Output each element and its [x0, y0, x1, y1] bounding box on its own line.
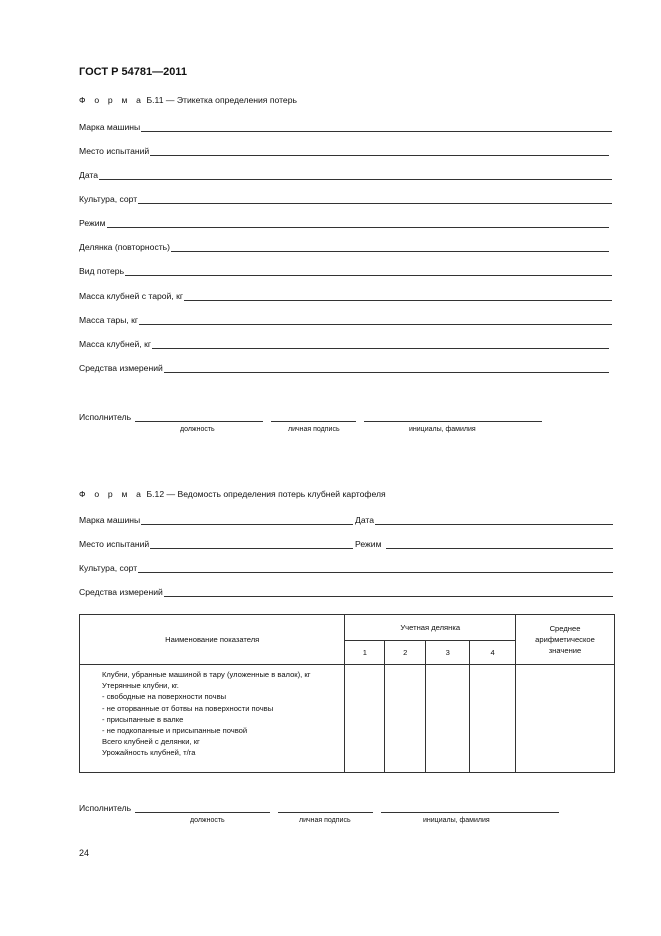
field-test-place-b12[interactable]	[79, 537, 353, 549]
field-label: Масса клубней, кг	[79, 339, 151, 349]
caption-name: инициалы, фамилия	[409, 426, 476, 433]
field-tuber-mass[interactable]	[79, 337, 609, 349]
executor-row-b11	[79, 410, 542, 422]
field-date-b12[interactable]	[355, 513, 613, 525]
field-machine-brand-b12[interactable]	[79, 513, 353, 525]
executor-label: Исполнитель	[79, 803, 132, 813]
field-measuring-means[interactable]	[79, 361, 609, 373]
fill-line[interactable]	[138, 194, 612, 204]
field-label: Средства измерений	[79, 363, 163, 373]
form-b12-title-text: Б.12 — Ведомость определения потерь клубней картофеля	[144, 489, 386, 499]
fill-line[interactable]	[141, 122, 612, 132]
field-label: Делянка (повторность)	[79, 242, 171, 252]
fill-line[interactable]	[164, 587, 613, 597]
col-header-plot: Учетная делянка	[345, 615, 516, 641]
fill-line[interactable]	[138, 563, 613, 573]
field-mode-b12[interactable]	[355, 537, 613, 549]
indicators-list	[80, 665, 345, 773]
fill-line[interactable]	[141, 515, 353, 525]
fill-line[interactable]	[386, 539, 614, 549]
plot-number: 1	[345, 641, 385, 665]
col-header-average: Среднее арифметическое значение	[516, 615, 615, 665]
row-label: - свободные на поверхности почвы	[102, 692, 227, 702]
fill-line[interactable]	[107, 218, 610, 228]
field-label: Средства измерений	[79, 587, 163, 597]
form-b12-title	[79, 489, 386, 499]
fill-line[interactable]	[139, 315, 612, 325]
fill-line[interactable]	[150, 539, 353, 549]
form-b12-prefix: Ф о р м а	[79, 489, 145, 499]
field-label: Масса клубней с тарой, кг	[79, 291, 184, 301]
executor-row-b12	[79, 801, 559, 813]
field-label: Масса тары, кг	[79, 315, 139, 325]
field-label: Вид потерь	[79, 266, 125, 276]
name-line[interactable]	[381, 803, 559, 813]
position-line[interactable]	[135, 412, 263, 422]
caption-signature: личная подпись	[299, 817, 351, 824]
field-label: Культура, сорт	[79, 563, 138, 573]
signature-line[interactable]	[271, 412, 356, 422]
form-b11-title-text: Б.11 — Этикетка определения потерь	[144, 95, 297, 105]
field-label: Культура, сорт	[79, 194, 138, 204]
fill-line[interactable]	[171, 242, 609, 252]
row-label: Клубни, убранные машиной в тару (уложенные в валок), кг	[102, 670, 311, 679]
caption-position: должность	[180, 426, 215, 433]
col-header-indicator: Наименование показателя	[80, 615, 345, 665]
value-cell[interactable]	[426, 665, 470, 773]
field-mass-with-tare[interactable]	[79, 289, 612, 301]
field-mode[interactable]	[79, 216, 609, 228]
row-label: - присыпанные в валке	[102, 714, 184, 724]
row-label: - не оторванные от ботвы на поверхности почвы	[102, 703, 274, 713]
field-plot-repeat[interactable]	[79, 240, 609, 252]
page-number: 24	[79, 848, 90, 858]
field-test-place[interactable]	[79, 144, 609, 156]
field-crop-variety-b12[interactable]	[79, 561, 613, 573]
plot-number: 3	[426, 641, 470, 665]
fill-line[interactable]	[99, 170, 612, 180]
value-cell[interactable]	[345, 665, 385, 773]
field-label: Марка машины	[79, 122, 141, 132]
document-header: ГОСТ Р 54781—2011	[79, 66, 187, 78]
fill-line[interactable]	[184, 291, 612, 301]
row-label: Утерянные клубни, кг.	[102, 681, 179, 691]
value-cell[interactable]	[470, 665, 516, 773]
average-cell[interactable]	[516, 665, 615, 773]
field-label: Дата	[79, 170, 99, 180]
position-line[interactable]	[135, 803, 270, 813]
field-label: Место испытаний	[79, 146, 150, 156]
plot-number: 4	[470, 641, 516, 665]
field-label: Место испытаний	[79, 539, 150, 549]
field-measuring-means-b12[interactable]	[79, 585, 613, 597]
caption-signature: личная подпись	[288, 426, 340, 433]
form-b11-title	[79, 95, 297, 105]
fill-line[interactable]	[152, 339, 609, 349]
executor-label: Исполнитель	[79, 412, 132, 422]
fill-line[interactable]	[125, 266, 612, 276]
row-label: - не подкопанные и присыпанные почвой	[102, 726, 248, 736]
field-label: Марка машины	[79, 515, 141, 525]
field-crop-variety[interactable]	[79, 192, 612, 204]
fill-line[interactable]	[150, 146, 609, 156]
losses-table	[79, 614, 615, 773]
field-machine-brand[interactable]	[79, 120, 612, 132]
plot-number: 2	[385, 641, 426, 665]
fill-line[interactable]	[375, 515, 613, 525]
field-loss-type[interactable]	[79, 264, 612, 276]
caption-position: должность	[190, 817, 225, 824]
value-cell[interactable]	[385, 665, 426, 773]
fill-line[interactable]	[164, 363, 609, 373]
name-line[interactable]	[364, 412, 542, 422]
form-b11-prefix: Ф о р м а	[79, 95, 145, 105]
signature-line[interactable]	[278, 803, 373, 813]
field-label: Режим	[79, 218, 106, 228]
field-label: Дата	[355, 515, 375, 525]
field-tare-mass[interactable]	[79, 313, 612, 325]
field-label: Режим	[355, 539, 382, 549]
row-label: Урожайность клубней, т/га	[102, 748, 196, 758]
caption-name: инициалы, фамилия	[423, 817, 490, 824]
field-date[interactable]	[79, 168, 612, 180]
row-label: Всего клубней с делянки, кг	[102, 737, 200, 747]
